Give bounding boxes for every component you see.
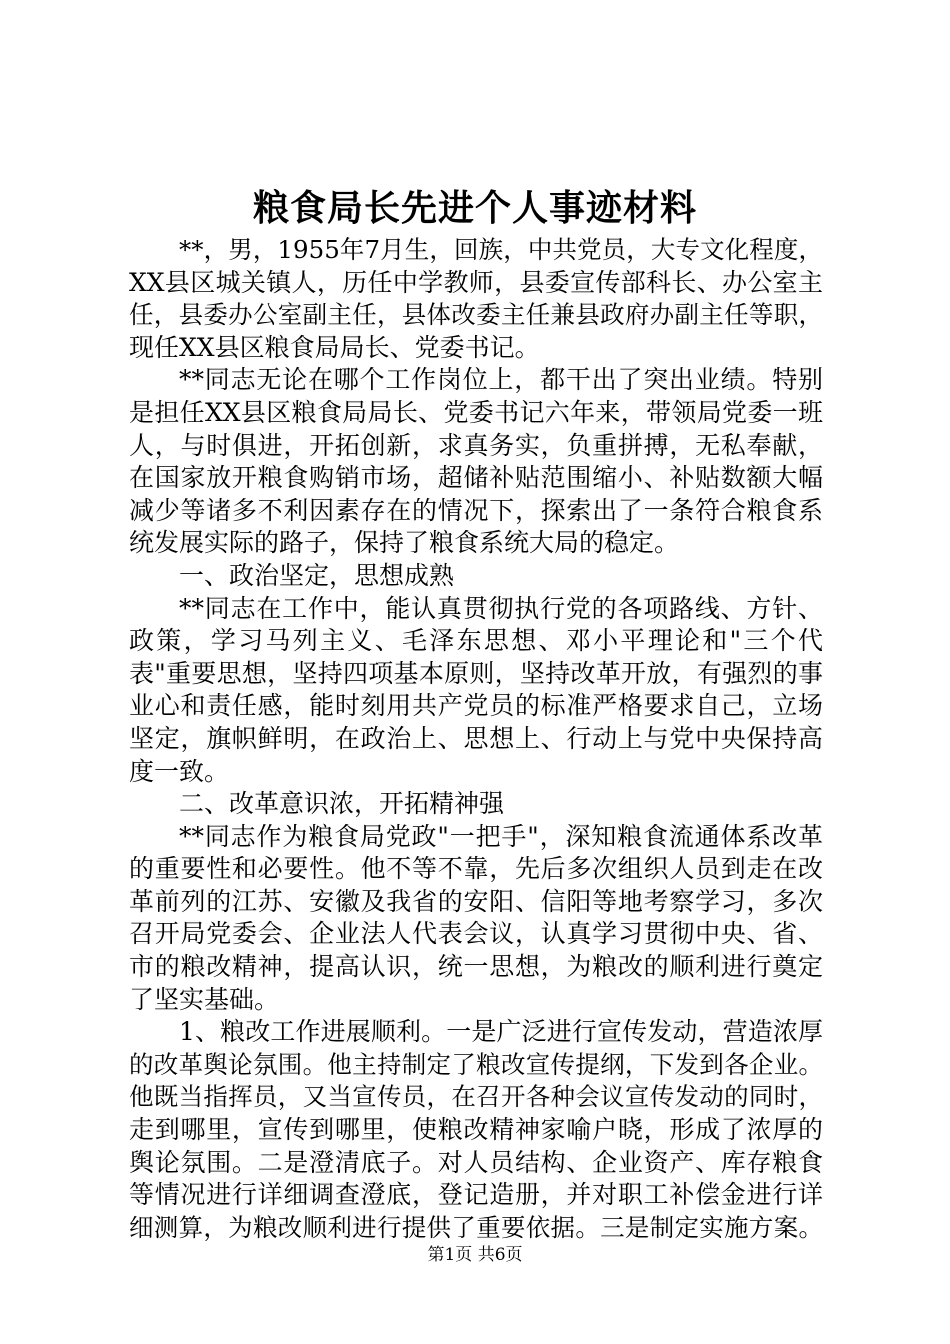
text-line: 1、粮改工作进展顺利。一是广泛进行宣传发动，营造浓厚 bbox=[179, 1017, 823, 1047]
text-line: 是担任XX县区粮食局局长、党委书记六年来，带领局党委一班 bbox=[129, 397, 823, 427]
text-line: 表"重要思想，坚持四项基本原则，坚持改革开放，有强烈的事 bbox=[129, 658, 823, 688]
text-line: 统发展实际的路子，保持了粮食系统大局的稳定。 bbox=[129, 528, 680, 558]
text-line: 减少等诸多不利因素存在的情况下，探索出了一条符合粮食系 bbox=[129, 495, 823, 525]
text-line: **同志作为粮食局党政"一把手"，深知粮食流通体系改革 bbox=[179, 821, 823, 851]
text-line: **，男，1955年7月生，回族，中共党员，大专文化程度， bbox=[179, 235, 823, 264]
text-line: 舆论氛围。二是澄清底子。对人员结构、企业资产、库存粮食 bbox=[129, 1147, 823, 1177]
document-title: 粮食局长先进个人事迹材料 bbox=[252, 188, 697, 229]
text-line: 政策，学习马列主义、毛泽东思想、邓小平理论和"三个代 bbox=[129, 626, 823, 656]
text-line: XX县区城关镇人，历任中学教师，县委宣传部科长、办公室主 bbox=[129, 267, 823, 297]
text-line: 坚定，旗帜鲜明，在政治上、思想上、行动上与党中央保持高 bbox=[129, 723, 823, 753]
text-line: 现任XX县区粮食局局长、党委书记。 bbox=[129, 332, 540, 362]
text-line: 度一致。 bbox=[129, 756, 230, 786]
text-line: 人，与时俱进，开拓创新，求真务实，负重拼搏，无私奉献， bbox=[129, 430, 823, 460]
page-footer: 第1页 共6页 bbox=[427, 1245, 523, 1265]
text-line: **同志无论在哪个工作岗位上，都干出了突出业绩。特别 bbox=[179, 365, 823, 395]
text-line: 召开局党委会、企业法人代表会议，认真学习贯彻中央、省、 bbox=[129, 919, 823, 949]
text-line: 等情况进行详细调查澄底，登记造册，并对职工补偿金进行详 bbox=[129, 1180, 823, 1210]
text-line: **同志在工作中，能认真贯彻执行党的各项路线、方针、 bbox=[179, 593, 823, 623]
text-line: 在国家放开粮食购销市场，超储补贴范围缩小、补贴数额大幅 bbox=[129, 463, 823, 493]
text-line: 业心和责任感，能时刻用共产党员的标准严格要求自己，立场 bbox=[129, 691, 823, 721]
text-line: 的重要性和必要性。他不等不靠，先后多次组织人员到走在改 bbox=[129, 854, 823, 884]
text-line: 任，县委办公室副主任，县体改委主任兼县政府办副主任等职， bbox=[129, 300, 823, 330]
text-line: 一、政治坚定，思想成熟 bbox=[179, 560, 455, 590]
text-line: 走到哪里，宣传到哪里，使粮改精神家喻户晓，形成了浓厚的 bbox=[129, 1115, 823, 1145]
text-line: 的改革舆论氛围。他主持制定了粮改宣传提纲，下发到各企业。 bbox=[129, 1049, 823, 1079]
text-line: 革前列的江苏、安徽及我省的安阳、信阳等地考察学习，多次 bbox=[129, 886, 823, 916]
text-line: 细测算，为粮改顺利进行提供了重要依据。三是制定实施方案。 bbox=[129, 1212, 823, 1242]
text-line: 二、改革意识浓，开拓精神强 bbox=[179, 789, 505, 819]
text-line: 他既当指挥员，又当宣传员，在召开各种会议宣传发动的同时， bbox=[129, 1082, 823, 1112]
document-body bbox=[129, 234, 823, 1244]
text-line: 市的粮改精神，提高认识，统一思想，为粮改的顺利进行奠定 bbox=[129, 952, 823, 982]
text-line: 了坚实基础。 bbox=[129, 984, 280, 1014]
